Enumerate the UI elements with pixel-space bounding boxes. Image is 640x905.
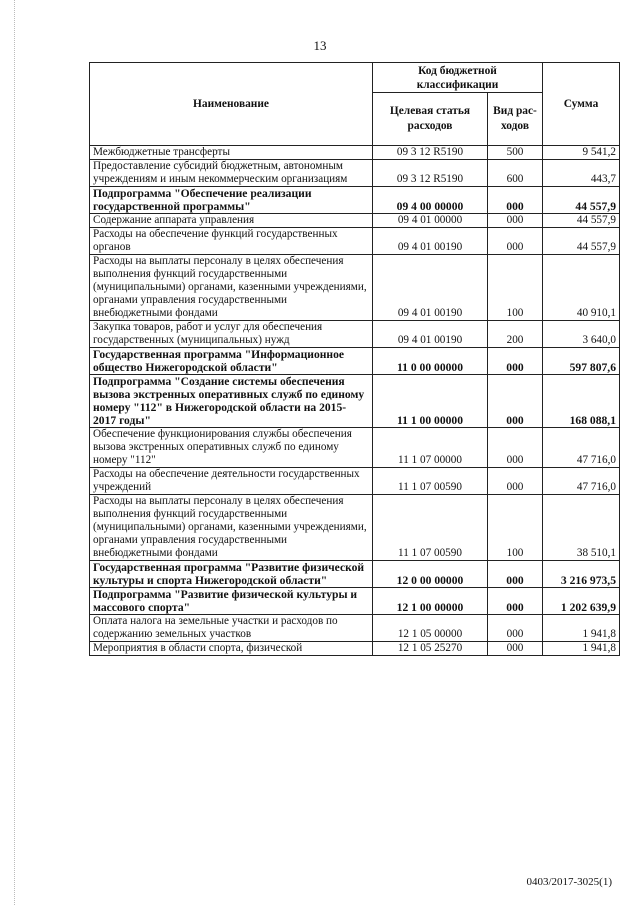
row-target-code: 09 4 00 00000	[373, 187, 488, 214]
row-amount: 1 941,8	[543, 642, 620, 656]
scan-edge	[14, 0, 16, 905]
row-target-code: 09 4 01 00000	[373, 214, 488, 228]
row-amount: 168 088,1	[543, 375, 620, 428]
row-expense-type: 100	[488, 495, 543, 561]
row-target-code: 09 4 01 00190	[373, 228, 488, 255]
row-name: Закупка товаров, работ и услуг для обеспечения государственных (муниципальных) нужд	[90, 321, 373, 348]
table-row	[90, 561, 620, 588]
row-amount: 1 202 639,9	[543, 588, 620, 615]
table-row	[90, 375, 620, 428]
row-expense-type: 000	[488, 214, 543, 228]
row-amount: 443,7	[543, 160, 620, 187]
row-target-code: 09 3 12 R5190	[373, 146, 488, 160]
header-vid: Вид рас-ходов	[488, 93, 543, 146]
row-amount: 9 541,2	[543, 146, 620, 160]
table-row	[90, 255, 620, 321]
row-expense-type: 100	[488, 255, 543, 321]
row-target-code: 11 1 07 00000	[373, 428, 488, 468]
table-row	[90, 321, 620, 348]
row-target-code: 11 1 07 00590	[373, 495, 488, 561]
row-expense-type: 000	[488, 375, 543, 428]
row-expense-type: 000	[488, 228, 543, 255]
row-expense-type: 200	[488, 321, 543, 348]
row-expense-type: 500	[488, 146, 543, 160]
row-expense-type: 000	[488, 615, 543, 642]
document-code: 0403/2017-3025(1)	[526, 876, 612, 888]
row-amount: 47 716,0	[543, 468, 620, 495]
header-name: Наименование	[90, 63, 373, 146]
table-row	[90, 187, 620, 214]
row-target-code: 11 1 07 00590	[373, 468, 488, 495]
row-target-code: 12 0 00 00000	[373, 561, 488, 588]
table-body	[90, 146, 620, 656]
row-name: Содержание аппарата управления	[90, 214, 373, 228]
row-target-code: 11 0 00 00000	[373, 348, 488, 375]
table-row	[90, 214, 620, 228]
row-amount: 44 557,9	[543, 228, 620, 255]
row-expense-type: 000	[488, 561, 543, 588]
header-sum: Сумма	[543, 63, 620, 146]
row-name: Подпрограмма "Развитие физической культуры и массового спорта"	[90, 588, 373, 615]
row-name: Государственная программа "Развитие физической культуры и спорта Нижегородской области"	[90, 561, 373, 588]
row-amount: 44 557,9	[543, 187, 620, 214]
row-name: Оплата налога на земельные участки и расходов по содержанию земельных участков	[90, 615, 373, 642]
row-amount: 40 910,1	[543, 255, 620, 321]
page-number: 13	[313, 38, 327, 53]
row-expense-type: 000	[488, 348, 543, 375]
table-row	[90, 642, 620, 656]
row-name: Предоставление субсидий бюджетным, автономным учреждениям и иным некоммерческим организациям	[90, 160, 373, 187]
row-amount: 47 716,0	[543, 428, 620, 468]
row-target-code: 09 4 01 00190	[373, 321, 488, 348]
row-amount: 38 510,1	[543, 495, 620, 561]
row-expense-type: 000	[488, 187, 543, 214]
header-target: Целевая статья расходов	[373, 93, 488, 146]
table-row	[90, 468, 620, 495]
table-row	[90, 428, 620, 468]
row-target-code: 09 3 12 R5190	[373, 160, 488, 187]
row-target-code: 12 1 00 00000	[373, 588, 488, 615]
row-target-code: 11 1 00 00000	[373, 375, 488, 428]
row-name: Расходы на выплаты персоналу в целях обеспечения выполнения функций государственными (муниципальными) органами, казенными учреждениями, органами управления государственными внебюджетными фондами	[90, 255, 373, 321]
budget-table	[89, 62, 620, 656]
row-target-code: 12 1 05 00000	[373, 615, 488, 642]
row-name: Межбюджетные трансферты	[90, 146, 373, 160]
row-name: Расходы на обеспечение функций государственных органов	[90, 228, 373, 255]
table-row	[90, 495, 620, 561]
row-name: Подпрограмма "Обеспечение реализации государственной программы"	[90, 187, 373, 214]
row-name: Государственная программа "Информационное общество Нижегородской области"	[90, 348, 373, 375]
row-target-code: 12 1 05 25270	[373, 642, 488, 656]
row-name: Мероприятия в области спорта, физической	[90, 642, 373, 656]
row-name: Обеспечение функционирования службы обеспечения вызова экстренных оперативных служб по единому номеру "112"	[90, 428, 373, 468]
table-row	[90, 615, 620, 642]
row-amount: 3 216 973,5	[543, 561, 620, 588]
table-row	[90, 588, 620, 615]
row-amount: 44 557,9	[543, 214, 620, 228]
row-target-code: 09 4 01 00190	[373, 255, 488, 321]
row-amount: 3 640,0	[543, 321, 620, 348]
table-header	[90, 63, 620, 146]
table-row	[90, 146, 620, 160]
row-expense-type: 600	[488, 160, 543, 187]
row-expense-type: 000	[488, 588, 543, 615]
row-name: Подпрограмма "Создание системы обеспечения вызова экстренных оперативных служб по единому номеру "112" в Нижегородской области на 2015-2017 годы"	[90, 375, 373, 428]
table-row	[90, 348, 620, 375]
row-name: Расходы на обеспечение деятельности государственных учреждений	[90, 468, 373, 495]
row-expense-type: 000	[488, 642, 543, 656]
table-row	[90, 160, 620, 187]
header-code-group: Код бюджетной классификации	[373, 63, 543, 93]
row-expense-type: 000	[488, 468, 543, 495]
row-expense-type: 000	[488, 428, 543, 468]
row-amount: 1 941,8	[543, 615, 620, 642]
table-row	[90, 228, 620, 255]
row-name: Расходы на выплаты персоналу в целях обеспечения выполнения функций государственными (муниципальными) органами, казенными учреждениями, органами управления государственными внебюджетными фондами	[90, 495, 373, 561]
row-amount: 597 807,6	[543, 348, 620, 375]
